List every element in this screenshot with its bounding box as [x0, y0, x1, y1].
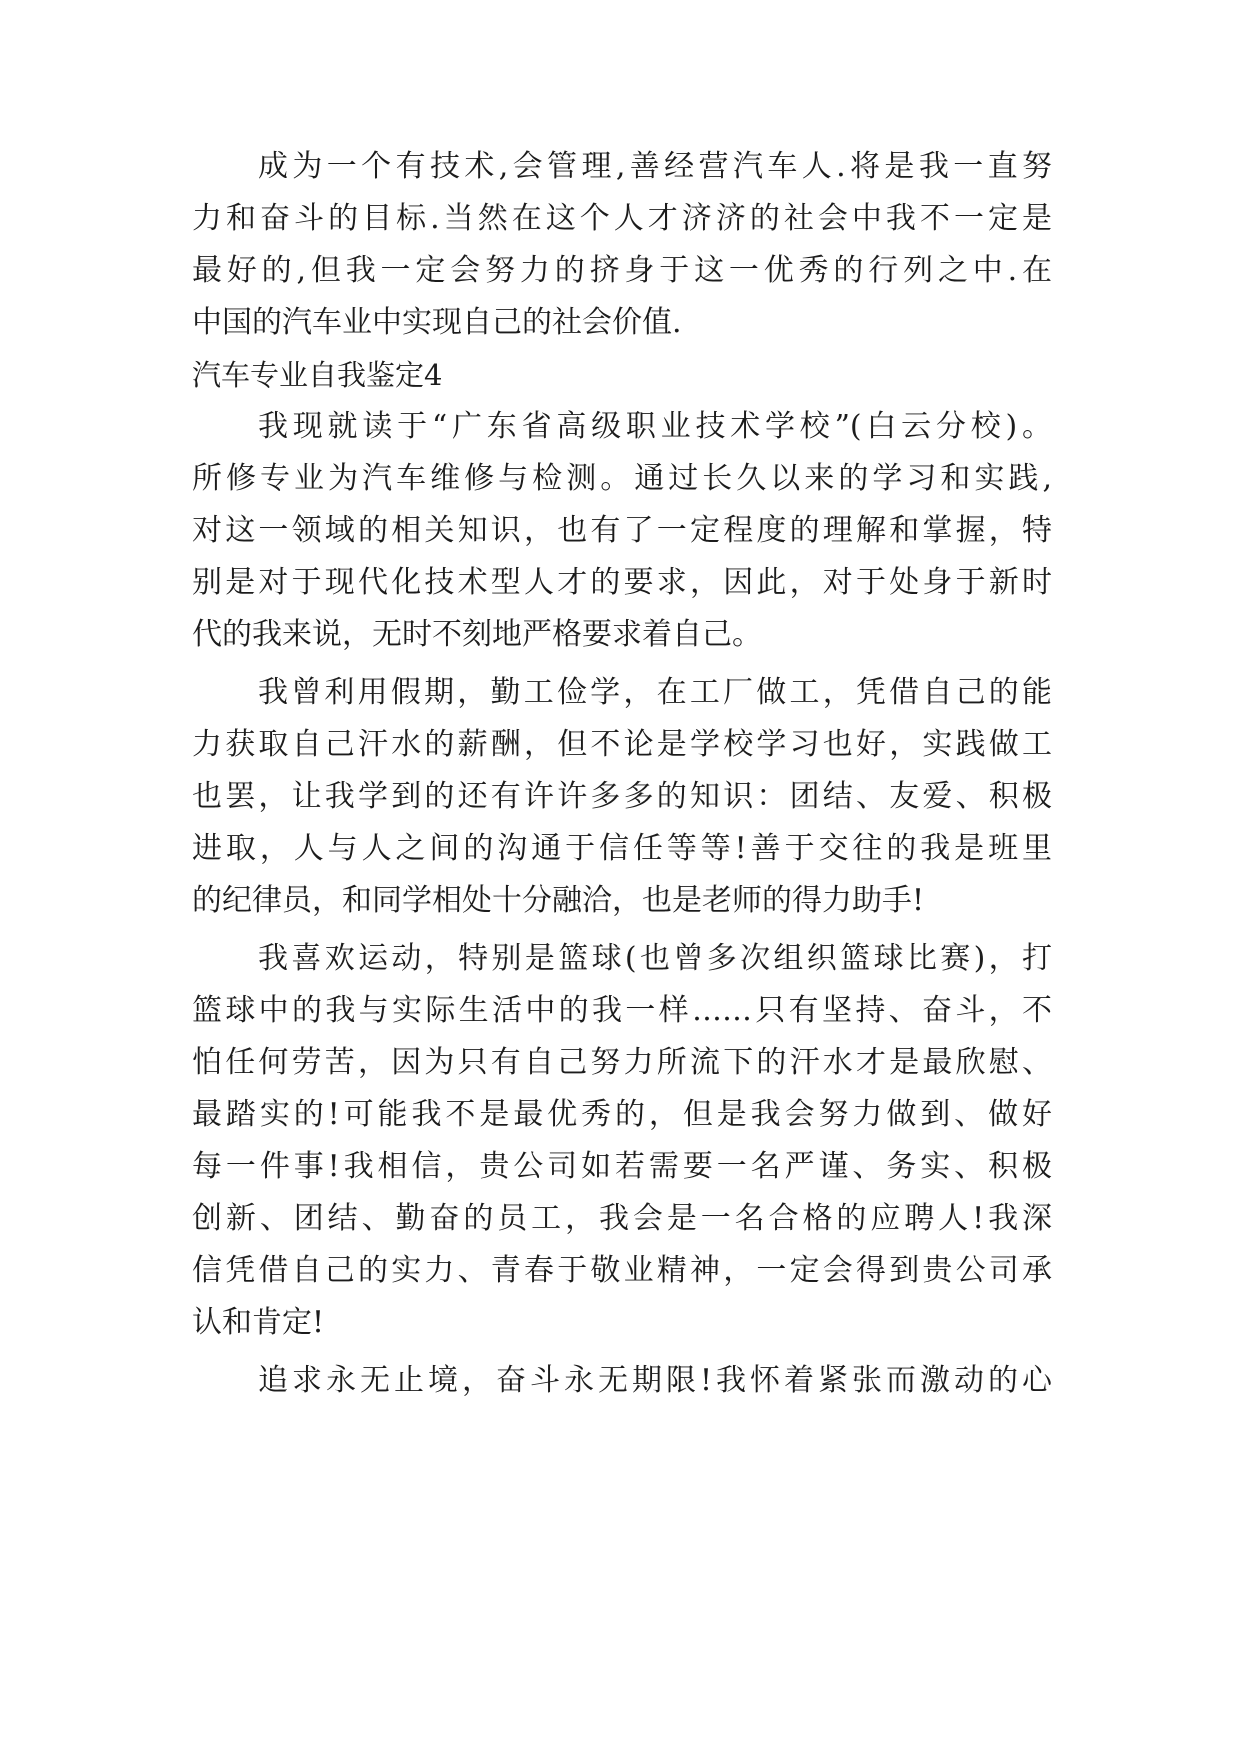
paragraph-3-line-3: 也罢，让我学到的还有许许多多的知识：团结、友爱、积极 — [192, 779, 1052, 814]
paragraph-4-line-2: 篮球中的我与实际生活中的我一样……只有坚持、奋斗，不 — [192, 993, 1052, 1028]
paragraph-2-line-1: 我现就读于“广东省高级职业技术学校”(白云分校)。 — [258, 409, 1052, 444]
paragraph-4-line-5: 每一件事!我相信，贵公司如若需要一名严谨、务实、积极 — [192, 1149, 1052, 1184]
paragraph-3-line-4: 进取，人与人之间的沟通于信任等等!善于交往的我是班里 — [192, 831, 1052, 866]
paragraph-3-line-2: 力获取自己汗水的薪酬，但不论是学校学习也好，实践做工 — [192, 727, 1052, 762]
paragraph-4-line-6: 创新、团结、勤奋的员工，我会是一名合格的应聘人!我深 — [192, 1201, 1052, 1236]
paragraph-4-line-1: 我喜欢运动，特别是篮球(也曾多次组织篮球比赛)，打 — [258, 941, 1052, 976]
paragraph-2-line-2: 所修专业为汽车维修与检测。通过长久以来的学习和实践, — [192, 461, 1052, 496]
paragraph-4-line-3: 怕任何劳苦，因为只有自己努力所流下的汗水才是最欣慰、 — [192, 1045, 1052, 1080]
paragraph-1-line-4: 中国的汽车业中实现自己的社会价值. — [192, 305, 682, 340]
paragraph-1-line-3: 最好的,但我一定会努力的挤身于这一优秀的行列之中.在 — [192, 253, 1052, 288]
paragraph-1-line-2: 力和奋斗的目标.当然在这个人才济济的社会中我不一定是 — [192, 201, 1052, 236]
paragraph-2-line-5: 代的我来说，无时不刻地严格要求着自己。 — [192, 617, 762, 652]
paragraph-3-line-1: 我曾利用假期，勤工俭学，在工厂做工，凭借自己的能 — [258, 675, 1052, 710]
paragraph-5-line-1: 追求永无止境，奋斗永无期限!我怀着紧张而激动的心 — [258, 1363, 1052, 1398]
paragraph-1-line-1: 成为一个有技术,会管理,善经营汽车人.将是我一直努 — [258, 149, 1052, 184]
section-heading: 汽车专业自我鉴定4 — [192, 358, 443, 392]
paragraph-3-line-5: 的纪律员，和同学相处十分融洽，也是老师的得力助手! — [192, 883, 925, 918]
paragraph-4-line-7: 信凭借自己的实力、青春于敬业精神，一定会得到贵公司承 — [192, 1253, 1052, 1288]
paragraph-4-line-4: 最踏实的!可能我不是最优秀的，但是我会努力做到、做好 — [192, 1097, 1052, 1132]
paragraph-4-line-8: 认和肯定! — [192, 1305, 325, 1340]
paragraph-2-line-3: 对这一领域的相关知识，也有了一定程度的理解和掌握，特 — [192, 513, 1052, 548]
paragraph-2-line-4: 别是对于现代化技术型人才的要求，因此，对于处身于新时 — [192, 565, 1052, 600]
